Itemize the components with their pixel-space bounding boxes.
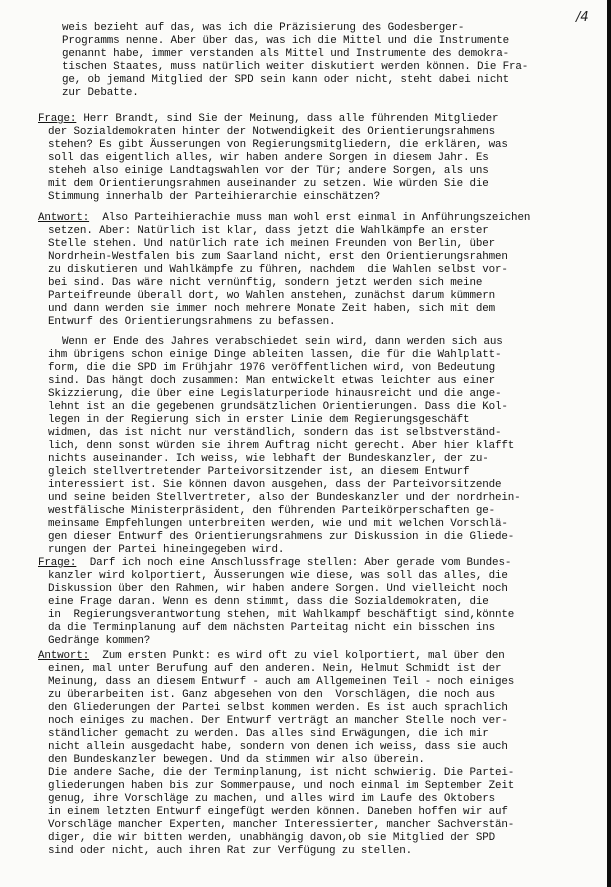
text-line: Herr Brandt, sind Sie der Meinung, dass alle führenden Mitglieder <box>77 113 499 125</box>
text-line: widmen, das ist nicht nur verständlich, sondern das ist selbstverständ- <box>48 427 502 439</box>
text-line: gleich stellvertretender Parteivorsitzender ist, an diesem Entwurf <box>48 466 470 478</box>
text-line: gliederungen haben bis zur Sommerpause, und noch einmal im September Zeit <box>48 780 515 792</box>
text-line: den Bundeskanzler bewegen. Und da stimmen wir also überein. <box>48 754 425 766</box>
text-line: soll das eigentlich alles, wir haben andere Sorgen in diesem Jahr. Es <box>48 152 489 164</box>
text-line: Entwurf des Orientierungsrahmens zu befassen. <box>48 316 336 328</box>
text-line: in Regierungsverantwortung stehen, mit Wahlkampf beschäftigt sind,könnte <box>48 609 515 621</box>
text-line: ihm übrigens schon einige Dinge ableiten lassen, die für die Wahlplatt- <box>48 349 502 361</box>
text-line: und dann werden sie immer noch mehrere Monate Zeit haben, sich mit dem <box>48 303 495 315</box>
text-line: den Gliederungen der Partei selbst kommen werden. Es ist auch sprachlich <box>48 702 508 714</box>
text-line: Stimmung innerhalb der Parteihierarchie einschätzen? <box>48 191 381 203</box>
text-line: Wenn er Ende des Jahres verabschiedet sein wird, dann werden sich aus <box>62 336 503 348</box>
text-line: setzen. Aber: Natürlich ist klar, dass jetzt die Wahlkämpfe an erster <box>48 225 489 237</box>
text-line: sind oder nicht, auch ihren Rat zur Verfügung zu stellen. <box>48 845 412 857</box>
speaker-label: Frage: <box>38 557 77 569</box>
text-line: stehen? Es gibt Äusserungen von Regierungsmitgliedern, die erklären, was <box>48 139 508 151</box>
page-number: /4 <box>576 10 589 25</box>
text-line: Skizzierung, die über eine Legislaturperiode hinausreicht und die ange- <box>48 388 502 400</box>
text-line: Also Parteihierachie muss man wohl erst einmal in Anführungszeichen <box>96 212 531 224</box>
text-line: eine Frage daran. Wenn es denn stimmt, dass die Sozialdemokraten, die <box>48 596 489 608</box>
text-line: meinsame Empfehlungen unterbreiten werden, wie und mit welchen Vorschlä- <box>48 518 508 530</box>
text-line: weis bezieht auf das, was ich die Präzisierung des Godesberger- <box>62 22 465 34</box>
text-line: einen, mal unter Berufung auf den anderen. Nein, Helmut Schmidt ist der <box>48 663 502 675</box>
text-line: gen dieser Entwurf des Orientierungsrahmens zur Diskussion in die Gliede- <box>48 531 515 543</box>
text-line: Diskussion über den Rahmen, wir haben andere Sorgen. Und vielleicht noch <box>48 583 508 595</box>
text-line: nichts auseinander. Ich weiss, wie lebhaft der Bundeskanzler, der zu- <box>48 453 489 465</box>
text-line: Stelle stehen. Und natürlich rate ich meinen Freunden von Berlin, über <box>48 238 495 250</box>
speaker-label: Frage: <box>38 113 77 125</box>
text-line: mit dem Orientierungsrahmen auseinander zu setzen. Wie würden Sie die <box>48 178 489 190</box>
text-line: ständlicher gemacht zu werden. Das alles sind Erwägungen, die ich mir <box>48 728 489 740</box>
text-line: Nordrhein-Westfalen bis zum Saarland nicht, erst den Orientierungsrahmen <box>48 251 508 263</box>
text-line: Programms nenne. Aber über das, was ich die Mittel und die Instrumente <box>62 35 509 47</box>
text-line: noch einiges zu machen. Der Entwurf verträgt an mancher Stelle noch ver- <box>48 715 508 727</box>
scan-edge <box>607 0 611 887</box>
text-line: interessiert ist. Sie können davon ausgehen, dass der Parteivorsitzende <box>48 479 502 491</box>
text-line: westfälische Ministerpräsident, den führenden Parteikörperschaften ge- <box>48 505 495 517</box>
speaker-label: Antwort: <box>38 212 90 224</box>
text-line: da die Terminplanung auf dem nächsten Parteitag nicht ein bisschen ins <box>48 622 495 634</box>
speaker-label: Antwort: <box>38 650 90 662</box>
text-line: zur Debatte. <box>62 87 139 99</box>
text-line: lehnt ist an die gegebenen grundsätzlichen Orientierungen. Dass die Kol- <box>48 401 508 413</box>
text-line: lich, denn sonst würden sie ihrem Auftrag nicht gerecht. Aber hier klafft <box>48 440 515 452</box>
text-line: steheh also einige Landtagswahlen vor der Tür; andere Sorgen, als uns <box>48 165 489 177</box>
text-line: Meinung, dass an diesem Entwurf - auch am Allgemeinen Teil - noch einiges <box>48 676 515 688</box>
text-line: kanzler wird kolportiert, Äusserungen wie diese, was soll das alles, die <box>48 570 508 582</box>
text-line: rungen der Partei hineingegeben wird. <box>48 544 285 556</box>
text-line: nicht allein ausgedacht habe, sondern von denen ich weiss, dass sie auch <box>48 741 508 753</box>
text-line: form, die die SPD im Frühjahr 1976 veröffentlichen wird, von Bedeutung <box>48 362 495 374</box>
text-line: zu überarbeiten ist. Ganz abgesehen von den Vorschlägen, die noch aus <box>48 689 495 701</box>
text-line: legen in der Regierung sich in erster Linie dem Regierungsgeschäft <box>48 414 470 426</box>
text-line: der Sozialdemokraten hinter der Notwendigkeit des Orientierungsrahmens <box>48 126 495 138</box>
text-line: und seine beiden Stellvertreter, also der Bundeskanzler und der nordrhein- <box>48 492 521 504</box>
text-line: in einem letzten Entwurf eingefügt werden können. Daneben hoffen wir auf <box>48 806 508 818</box>
text-line: genug, ihre Vorschläge zu machen, und alles wird im Laufe des Oktobers <box>48 793 495 805</box>
text-line: Darf ich noch eine Anschlussfrage stellen: Aber gerade vom Bundes- <box>77 557 512 569</box>
text-line: Gedränge kommen? <box>48 635 151 647</box>
text-line: Zum ersten Punkt: es wird oft zu viel kolportiert, mal über den <box>96 650 505 662</box>
text-line: bei sind. Das wäre nicht vernünftig, sondern jetzt werden sich meine <box>48 277 483 289</box>
text-line: sind. Das hängt doch zusammen: Man entwickelt etwas leichter aus einer <box>48 375 495 387</box>
text-line: Vorschläge mancher Experten, mancher Interessierter, mancher Sachverstän- <box>48 819 515 831</box>
text-line: tischen Staates, muss natürlich weiter diskutiert werden können. Die Fra- <box>62 61 529 73</box>
text-line: Parteifreunde überall dort, wo Wahlen anstehen, zunächst darum kümmern <box>48 290 495 302</box>
text-line: genannt habe, immer verstanden als Mittel und Instrumente des demokra- <box>62 48 509 60</box>
text-line: zu diskutieren und Wahlkämpfe zu führen, nachdem die Wahlen selbst vor- <box>48 264 508 276</box>
text-line: Die andere Sache, die der Terminplanung, ist nicht schwierig. Die Partei- <box>48 767 515 779</box>
text-line: diger, die wir bitten werden, unabhängig davon,ob sie Mitglied der SPD <box>48 832 495 844</box>
text-line: ge, ob jemand Mitglied der SPD sein kann oder nicht, steht dabei nicht <box>62 74 509 86</box>
